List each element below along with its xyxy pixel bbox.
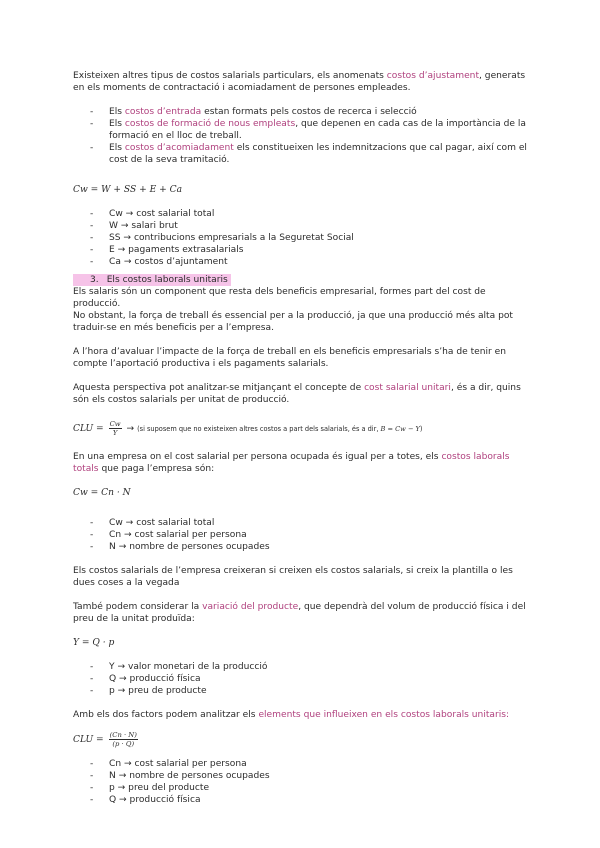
list-item: - p → preu de producte bbox=[73, 685, 528, 697]
term-costos-ajustament: costos d’ajustament bbox=[386, 71, 480, 81]
intro-paragraph bbox=[73, 70, 528, 94]
formula1-variables bbox=[73, 208, 528, 268]
term-totals: totals bbox=[73, 464, 99, 474]
formula-clu-1: CLU = $\frac{Cw}{Y}$ → (si suposem que no existeixen altres costos a part dels salarials, és a dir, B = Cw − Y) bbox=[73, 420, 423, 437]
list-item: - Cw → cost salarial total bbox=[73, 208, 528, 220]
arrow-icon: → bbox=[126, 424, 135, 434]
formula-clu-2: CLU = $\frac{(Cn \cdot N)}{(p \cdot Q)}$ bbox=[73, 731, 137, 748]
list-item: - Els costos de formació de nous empleats, que depenen en cada cas de la importància de la formació en el lloc de treball. bbox=[73, 118, 528, 142]
formula-cw-cn-n: Cw = Cn · N bbox=[73, 488, 131, 498]
section-title: Els costos laborals unitaris bbox=[106, 275, 228, 285]
list-item: - Els costos d’acomiadament els constitueixen les indemnitzacions que cal pagar, així com el cost de la seva tramitació. bbox=[73, 142, 528, 166]
paragraph-creixeran: Els costos salarials de l’empresa creixeran si creixen els costos salarials, si creix la plantilla o les dues coses a la vegada bbox=[73, 566, 513, 588]
term-cost-salarial-unitari: cost salarial unitari bbox=[364, 383, 451, 393]
costs-list bbox=[73, 106, 528, 166]
list-item: - Els costos d’entrada estan formats pels costos de recerca i selecció bbox=[73, 106, 528, 118]
formula-cw-total: Cw = W + SS + E + Ca bbox=[73, 185, 183, 195]
paragraph-factors: Amb els dos factors podem analitzar els elements que influeixen en els costos laborals unitaris: bbox=[73, 710, 510, 720]
formula-clu2-variables bbox=[73, 758, 528, 806]
section-number: 3. bbox=[90, 275, 99, 285]
formula3-variables bbox=[73, 661, 528, 697]
term-costos-formacio: costos de formació de nous empleats bbox=[124, 119, 296, 129]
list-item: - Ca → costos d’ajuntament bbox=[73, 256, 528, 268]
formula-y-q-p: Y = Q · p bbox=[73, 638, 115, 648]
term-costos-acomiadament: costos d’acomiadament bbox=[124, 143, 234, 153]
formula2-variables bbox=[73, 517, 528, 553]
list-item: - Y → valor monetari de la producció bbox=[73, 661, 528, 673]
paragraph-perspectiva: Aquesta perspectiva pot analitzar-se mitjançant el concepte de cost salarial unitari, és a dir, quins són els costos salarials per unitat de producció. bbox=[73, 383, 521, 405]
paragraph-empresa: En una empresa on el cost salarial per persona ocupada és igual per a totes, els costos laborals totals que paga l’empresa són: bbox=[73, 452, 510, 474]
list-item: - Q → producció física bbox=[73, 673, 528, 685]
paragraph-salaris: Els salaris són un component que resta dels beneficis empresarial, formes part del cost de producció. No obstant, la força de treball és essencial per a la producció, ja que una producció més alta pot traduir-se en més beneficis per a l’empresa. bbox=[73, 287, 513, 333]
list-item: - W → salari brut bbox=[73, 220, 528, 232]
intro-text-line2: en els moments de contractació i acomiadament de persones empleades. bbox=[73, 83, 411, 93]
list-item: - Q → producció física bbox=[73, 794, 528, 806]
fraction: $\frac{Cw}{Y}$ bbox=[109, 420, 121, 437]
term-costos-entrada: costos d’entrada bbox=[124, 107, 202, 117]
intro-text-tail: , generats bbox=[479, 71, 526, 81]
list-item: - p → preu del producte bbox=[73, 782, 528, 794]
paragraph-variacio: També podem considerar la variació del producte, que dependrà del volum de producció física i del preu de la unitat produïda: bbox=[73, 602, 526, 624]
list-item: - Cn → cost salarial per persona bbox=[73, 529, 528, 541]
term-variacio-producte: variació del producte bbox=[202, 602, 299, 612]
list-item: - N → nombre de persones ocupades bbox=[73, 541, 528, 553]
term-elements-influeixen: elements que influeixen en els costos laborals unitaris: bbox=[258, 710, 510, 720]
paragraph-impacte: A l’hora d’avaluar l’impacte de la força de treball en els beneficis empresarials s’ha de tenir en compte l’aportació productiva i els pagaments salarials. bbox=[73, 347, 507, 369]
list-item: - SS → contribucions empresarials a la Seguretat Social bbox=[73, 232, 528, 244]
list-item: - N → nombre de persones ocupades bbox=[73, 770, 528, 782]
term-costos-laborals: costos laborals bbox=[441, 452, 510, 462]
document-page bbox=[73, 70, 528, 806]
list-item: - Cw → cost salarial total bbox=[73, 517, 528, 529]
fraction: $\frac{(Cn \cdot N)}{(p \cdot Q)}$ bbox=[109, 731, 137, 748]
list-item: - E → pagaments extrasalarials bbox=[73, 244, 528, 256]
list-item: - Cn → cost salarial per persona bbox=[73, 758, 528, 770]
intro-text: Existeixen altres tipus de costos salarials particulars, els anomenats bbox=[73, 71, 387, 81]
section-heading bbox=[73, 274, 528, 286]
